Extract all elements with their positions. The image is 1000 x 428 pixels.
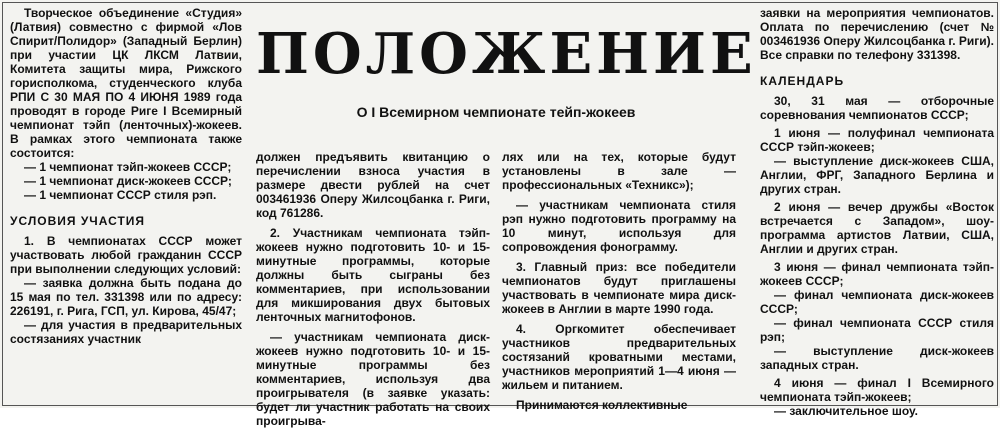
calendar-entry: — заключительное шоу.	[774, 404, 918, 418]
section-heading-conditions: УСЛОВИЯ УЧАСТИЯ	[10, 214, 146, 228]
calendar-entry: — выступление диск-жокеев США, Англии, ФРГ, Западного Берлина и других стран.	[760, 154, 994, 196]
calendar-entry: 4 июня — финал I Всемирного чемпионата тэйп-жокеев;	[760, 376, 994, 404]
paragraph: — участникам чемпионата стиля рэп нужно подготовить программу на 10 минут, используя для сопровождения фонограмму.	[502, 198, 736, 254]
paragraph: лях или на тех, которые будут установлены в зале — профессиональных «Техникс»);	[502, 150, 736, 192]
list-item: — 1 чемпионат СССР стиля рэп.	[24, 188, 217, 202]
column-1	[10, 6, 242, 404]
list-item: — 1 чемпионат тэйп-жокеев СССР;	[24, 160, 232, 174]
condition-paragraph: 1. В чемпионатах СССР может участвовать любой гражданин СССР при выполнении следующих условий:	[10, 234, 242, 276]
article-title: ПОЛОЖЕНИЕ	[256, 21, 757, 87]
paragraph: Принимаются коллективные	[516, 398, 688, 412]
calendar-entry: 1 июня — полуфинал чемпионата СССР тэйп-жокеев;	[760, 126, 994, 154]
list-item: — 1 чемпионат диск-жокеев СССР;	[24, 174, 232, 188]
calendar-entry: — финал чемпионата диск-жокеев СССР;	[760, 288, 994, 316]
paragraph: 2. Участникам чемпионата тэйп-жокеев нужно подготовить 10- и 15-минутные программы, которые должны быть сыграны без комментариев, при использовании для микширования двух бытовых ленточных магнитофонов.	[256, 226, 490, 324]
paragraph: должен предъявить квитанцию о перечислении взноса участия в размере двести рублей на счет 003461936 Оперу Жилсоцбанка г. Риги, код 761286.	[256, 150, 490, 220]
column-3	[502, 150, 736, 412]
calendar-entry: — финал чемпионата СССР стиля рэп;	[760, 316, 994, 344]
paragraph: 4. Оргкомитет обеспечивает участников предварительных состязаний кроватными местами, участников мероприятий 1—4 июня — жильем и питанием.	[502, 322, 736, 392]
calendar-entry: — выступление диск-жокеев западных стран.	[760, 344, 994, 372]
calendar-entry: 2 июня — вечер дружбы «Восток встречается с Западом», шоу-программа артистов Латвии, США, Англии и других стран.	[760, 200, 994, 256]
article-subtitle: О I Всемирном чемпионате тейп-жокеев	[356, 104, 636, 120]
paragraph: заявки на мероприятия чемпионатов. Оплата по перечислению (счет № 003461936 Оперу Жилсоцбанка г. Риги). Все справки по телефону 331398.	[760, 6, 994, 62]
paragraph: — участникам чемпионата диск-жокеев нужно подготовить 10- и 15-минутные программы без комментариев, используя два проигрывателя (в заявке указать: будет ли участник работать на своих проигрыва-	[256, 330, 490, 428]
intro-paragraph: Творческое объединение «Студия» (Латвия) совместно с фирмой «Лов Спирит/Полидор» (Западный Берлин) при участии ЦК ЛКСМ Латвии, Комитета защиты мира, Рижского горисполкома, студенческого клуба РПИ С 30 МАЯ ПО 4 ИЮНЯ 1989 года проводят в городе Риге I Всемирный чемпионат тэйп (ленточных)-жокеев. В рамках этого чемпионата также состоится:	[10, 6, 242, 160]
condition-paragraph: — заявка должна быть подана до 15 мая по тел. 331398 или по адресу: 226191, г. Рига, ГСП, ул. Кирова, 45/47;	[10, 276, 242, 318]
calendar-entry: 3 июня — финал чемпионата тэйп-жокеев СССР;	[760, 260, 994, 288]
paragraph: 3. Главный приз: все победители чемпионатов будут приглашены участвовать в чемпионате мира диск-жокеев в Англии в марте 1990 года.	[502, 260, 736, 316]
column-4	[760, 6, 994, 418]
column-2	[256, 150, 490, 428]
condition-paragraph: — для участия в предварительных состязаниях участник	[10, 318, 242, 346]
calendar-entry: 30, 31 мая — отборочные соревнования чемпионатов СССР;	[760, 94, 994, 122]
section-heading-calendar: КАЛЕНДАРЬ	[760, 74, 845, 88]
